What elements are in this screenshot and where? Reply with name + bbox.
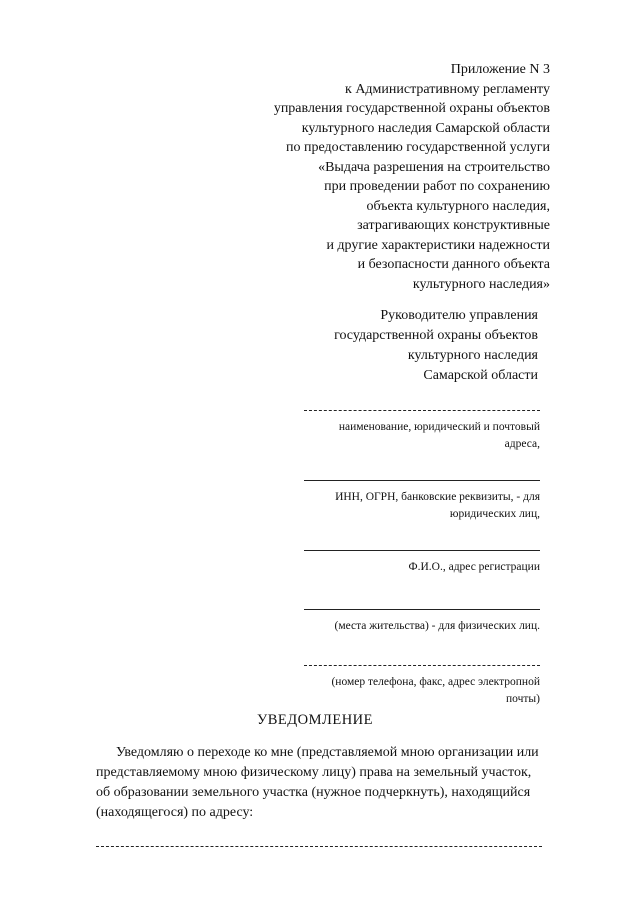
appendix-line: культурного наследия Самарской области: [301, 120, 550, 136]
fill-in-line[interactable]: [304, 480, 540, 481]
field-caption: [304, 559, 540, 576]
addressee-line: культурного наследия: [407, 348, 538, 363]
field-caption: [304, 674, 540, 708]
full-name-field: [304, 550, 540, 576]
notice-title: [0, 712, 640, 729]
appendix-line: объекта культурного наследия,: [366, 198, 550, 214]
caption-line: адреса,: [504, 438, 540, 450]
appendix-line: культурного наследия»: [412, 276, 550, 292]
field-caption: [304, 419, 540, 453]
field-caption: [304, 489, 540, 523]
field-caption: [304, 618, 540, 635]
appendix-line: к Административному регламенту: [345, 81, 550, 97]
notice-line: представляемому мною физическому лицу) права на земельный участок,: [96, 765, 532, 780]
notice-line: об образовании земельного участка (нужное подчеркнуть), находящийся: [96, 785, 531, 800]
appendix-line: по предоставлению государственной услуги: [286, 140, 550, 155]
appendix-line: «Выдача разрешения на строительство: [318, 159, 550, 175]
notice-line: (находящегося) по адресу:: [96, 805, 254, 820]
fill-in-line[interactable]: [304, 410, 540, 411]
caption-line: наименование, юридический и почтовый: [338, 421, 540, 433]
caption-line: почты): [506, 693, 540, 705]
fill-in-line[interactable]: [304, 665, 540, 666]
residence-field: [304, 609, 540, 635]
contacts-field: [304, 665, 540, 708]
applicant-name-field: [304, 410, 540, 453]
notice-body: [96, 743, 544, 823]
appendix-line: при проведении работ по сохранению: [324, 179, 550, 194]
addressee-line: Самарской области: [423, 368, 538, 383]
address-fill-in-line[interactable]: [96, 846, 542, 847]
addressee-block: [278, 306, 538, 386]
fill-in-line[interactable]: [304, 609, 540, 610]
requisites-field: [304, 480, 540, 523]
appendix-line: затрагивающих конструктивные: [357, 218, 550, 233]
caption-line: Ф.И.О., адрес регистрации: [408, 561, 540, 573]
notice-title-text: УВЕДОМЛЕНИЕ: [256, 712, 374, 728]
caption-line: юридических лиц,: [449, 508, 540, 520]
caption-line: (номер телефона, факс, адрес электропной: [331, 676, 540, 688]
appendix-line: и другие характеристики надежности: [326, 237, 550, 253]
appendix-line: Приложение N 3: [450, 62, 550, 77]
appendix-header: [210, 60, 550, 294]
appendix-line: и безопасности данного объекта: [357, 257, 550, 272]
caption-line: ИНН, ОГРН, банковские реквизиты, - для: [335, 491, 540, 503]
addressee-line: Руководителю управления: [380, 308, 538, 323]
addressee-line: государственной охраны объектов: [334, 328, 538, 343]
fill-in-line[interactable]: [304, 550, 540, 551]
notice-line: Уведомляю о переходе ко мне (представляемой мною организации или: [116, 745, 539, 760]
appendix-line: управления государственной охраны объектов: [273, 101, 550, 116]
caption-line: (места жительства) - для физических лиц.: [334, 620, 540, 632]
